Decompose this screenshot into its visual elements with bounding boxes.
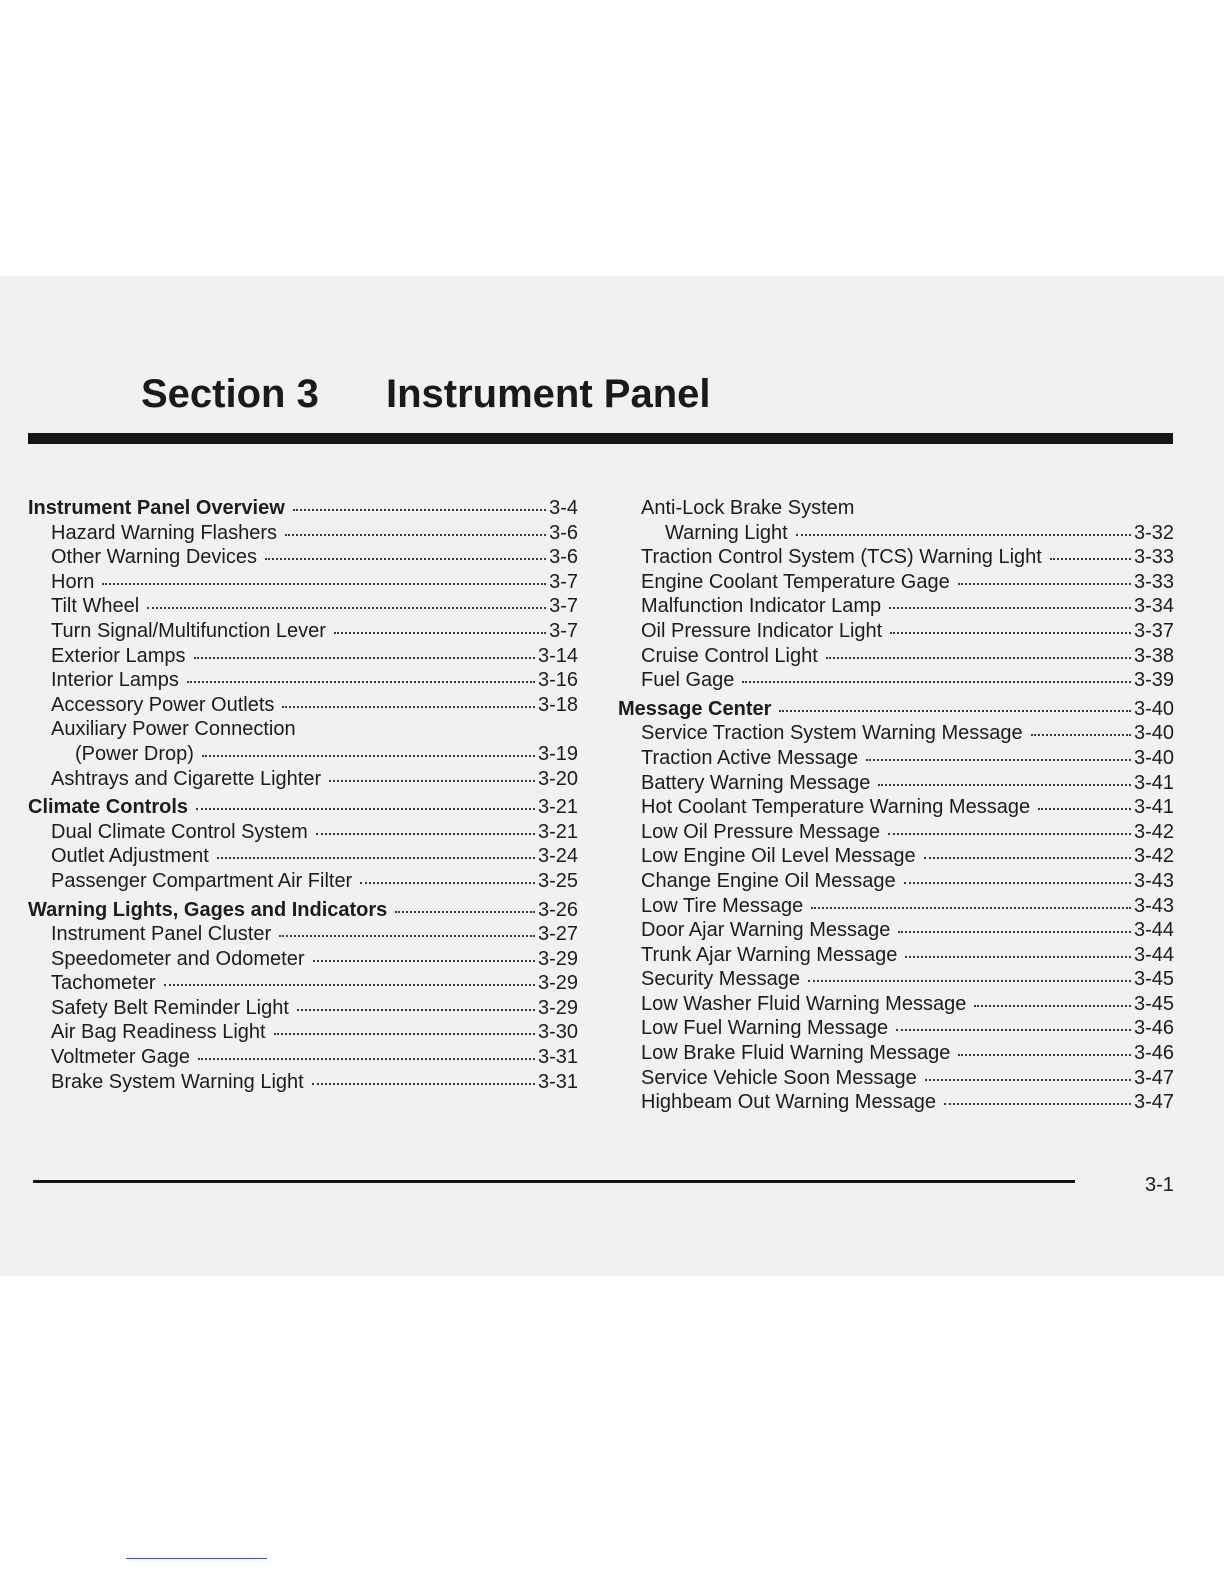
entry-label: Battery Warning Message [641, 771, 871, 794]
dot-leader [1038, 807, 1131, 810]
dot-leader [888, 832, 1131, 835]
page-ref: 3-30 [537, 1021, 578, 1044]
dot-leader [147, 606, 546, 609]
page-ref: 3-46 [1133, 1042, 1174, 1065]
toc-group [28, 795, 578, 893]
dot-leader [285, 533, 546, 536]
toc-entry[interactable] [28, 922, 578, 947]
entry-label: Low Tire Message [641, 894, 804, 917]
entry-label: Traction Control System (TCS) Warning Light [641, 546, 1042, 569]
dot-leader [187, 680, 535, 683]
page-ref: 3-4 [549, 497, 578, 519]
page-ref: 3-40 [1133, 722, 1174, 745]
dot-leader [866, 758, 1131, 761]
entry-label: Tilt Wheel [51, 595, 140, 618]
toc-entry[interactable] [618, 918, 1174, 943]
page-ref: 3-6 [549, 521, 578, 544]
entry-label: Instrument Panel Cluster [51, 923, 272, 946]
page-ref: 3-42 [1133, 845, 1174, 868]
page-ref: 3-25 [537, 869, 578, 892]
entry-label: Auxiliary Power Connection [51, 718, 296, 741]
toc-right-column [618, 496, 1174, 1115]
entry-label: Outlet Adjustment [51, 845, 209, 868]
page-ref: 3-20 [537, 767, 578, 790]
entry-label: Voltmeter Gage [51, 1046, 190, 1069]
toc-entry[interactable] [618, 619, 1174, 644]
toc-entry[interactable] [618, 869, 1174, 894]
page-ref: 3-29 [537, 947, 578, 970]
toc-heading[interactable] [618, 697, 1174, 722]
toc-entry[interactable] [618, 721, 1174, 746]
page-ref: 3-47 [1133, 1091, 1174, 1114]
dot-leader [282, 705, 535, 708]
page-ref: 3-21 [537, 796, 578, 819]
dot-leader [102, 582, 546, 585]
entry-label: Low Washer Fluid Warning Message [641, 992, 967, 1015]
entry-label: Low Fuel Warning Message [641, 1017, 889, 1040]
entry-label-continuation: Warning Light [665, 521, 788, 544]
toc-left-column [28, 496, 578, 1094]
toc-entry[interactable] [28, 619, 578, 644]
dot-leader [905, 955, 1131, 958]
dot-leader [826, 656, 1131, 659]
page-ref: 3-7 [549, 595, 578, 618]
toc-entry[interactable] [28, 1020, 578, 1045]
section-title: Instrument Panel [386, 372, 711, 416]
page-ref: 3-14 [537, 644, 578, 667]
toc-entry[interactable] [618, 570, 1174, 595]
entry-label: Warning Lights, Gages and Indicators [28, 898, 388, 921]
page-ref: 3-44 [1133, 919, 1174, 942]
page-ref: 3-34 [1133, 595, 1174, 618]
entry-label: Safety Belt Reminder Light [51, 996, 289, 1019]
toc-entry[interactable] [28, 869, 578, 894]
entry-label: Low Brake Fluid Warning Message [641, 1042, 951, 1065]
dot-leader [811, 906, 1131, 909]
toc-entry[interactable] [28, 693, 578, 718]
dot-leader [196, 807, 535, 810]
toc-heading[interactable] [28, 496, 578, 521]
toc-entry[interactable] [28, 570, 578, 595]
page-ref: 3-42 [1133, 820, 1174, 843]
entry-label: Brake System Warning Light [51, 1070, 304, 1093]
page-ref: 3-40 [1133, 746, 1174, 769]
toc-entry[interactable] [618, 1041, 1174, 1066]
dot-leader [890, 631, 1131, 634]
entry-label: Turn Signal/Multifunction Lever [51, 619, 326, 642]
toc-entry[interactable] [28, 521, 578, 546]
entry-label: Anti-Lock Brake System [641, 497, 855, 519]
entry-label: Climate Controls [28, 796, 189, 819]
entry-label: Trunk Ajar Warning Message [641, 943, 898, 966]
dot-leader [1050, 557, 1131, 560]
section-heading [141, 372, 711, 417]
page-ref: 3-43 [1133, 869, 1174, 892]
dot-leader [297, 1008, 535, 1011]
page-ref: 3-44 [1133, 943, 1174, 966]
toc-entry[interactable] [28, 668, 578, 693]
dot-leader [265, 557, 546, 560]
dot-leader [742, 680, 1131, 683]
toc-entry[interactable] [28, 996, 578, 1021]
entry-label: Security Message [641, 968, 800, 991]
page-ref: 3-46 [1133, 1017, 1174, 1040]
toc-entry[interactable] [28, 820, 578, 845]
entry-label: Service Vehicle Soon Message [641, 1066, 917, 1089]
dot-leader [316, 832, 535, 835]
entry-label: Door Ajar Warning Message [641, 919, 891, 942]
page-ref: 3-18 [537, 693, 578, 716]
dot-leader [889, 606, 1131, 609]
page-ref: 3-33 [1133, 546, 1174, 569]
page-ref: 3-38 [1133, 644, 1174, 667]
entry-label: Passenger Compartment Air Filter [51, 869, 353, 892]
entry-label: Hazard Warning Flashers [51, 521, 278, 544]
dot-leader [334, 631, 546, 634]
entry-label: Instrument Panel Overview [28, 497, 285, 519]
toc-entry[interactable] [618, 820, 1174, 845]
toc-heading[interactable] [28, 795, 578, 820]
entry-label: Tachometer [51, 972, 156, 995]
entry-label: Ashtrays and Cigarette Lighter [51, 767, 322, 790]
page-ref: 3-19 [537, 742, 578, 765]
toc-entry[interactable] [28, 644, 578, 669]
dot-leader [293, 508, 546, 511]
toc-entry[interactable] [618, 844, 1174, 869]
page-ref: 3-29 [537, 972, 578, 995]
page-ref: 3-39 [1133, 669, 1174, 692]
page-ref: 3-45 [1133, 992, 1174, 1015]
page-ref: 3-26 [537, 898, 578, 921]
entry-label: Accessory Power Outlets [51, 693, 275, 716]
page-ref: 3-7 [549, 570, 578, 593]
toc-entry[interactable] [618, 496, 1174, 521]
page-ref: 3-41 [1133, 796, 1174, 819]
entry-label: Air Bag Readiness Light [51, 1021, 266, 1044]
page-ref: 3-16 [537, 669, 578, 692]
dot-leader [313, 959, 535, 962]
entry-label: Service Traction System Warning Message [641, 722, 1023, 745]
dot-leader [925, 1078, 1131, 1081]
entry-label: Traction Active Message [641, 746, 859, 769]
page-ref: 3-43 [1133, 894, 1174, 917]
dot-leader [360, 881, 535, 884]
entry-label: Exterior Lamps [51, 644, 186, 667]
toc-entry[interactable] [618, 594, 1174, 619]
toc-entry[interactable] [618, 771, 1174, 796]
toc-entry-continuation[interactable] [28, 742, 578, 767]
dot-leader [958, 582, 1131, 585]
toc-entry[interactable] [28, 1070, 578, 1095]
toc-entry-continuation[interactable] [618, 521, 1174, 546]
dot-leader [924, 856, 1131, 859]
page-ref: 3-37 [1133, 619, 1174, 642]
toc-entry[interactable] [618, 644, 1174, 669]
page-ref: 3-47 [1133, 1066, 1174, 1089]
toc-entry[interactable] [618, 943, 1174, 968]
page-ref: 3-31 [537, 1046, 578, 1069]
toc-entry[interactable] [28, 594, 578, 619]
dot-leader [164, 983, 535, 986]
dot-leader [312, 1082, 535, 1085]
dot-leader [796, 533, 1131, 536]
page-ref: 3-33 [1133, 570, 1174, 593]
toc-entry[interactable] [618, 1016, 1174, 1041]
dot-leader [217, 856, 535, 859]
toc-entry[interactable] [28, 947, 578, 972]
entry-label: Horn [51, 570, 95, 593]
toc-entry[interactable] [618, 668, 1174, 693]
page-ref: 3-27 [537, 923, 578, 946]
entry-label: Cruise Control Light [641, 644, 818, 667]
entry-label: Highbeam Out Warning Message [641, 1091, 936, 1114]
toc-entry[interactable] [618, 992, 1174, 1017]
page-ref: 3-29 [537, 996, 578, 1019]
entry-label: Change Engine Oil Message [641, 869, 896, 892]
dot-leader [194, 656, 535, 659]
dot-leader [878, 783, 1131, 786]
dot-leader [958, 1053, 1131, 1056]
toc-entry[interactable] [28, 844, 578, 869]
entry-label: Speedometer and Odometer [51, 947, 305, 970]
page-ref: 3-31 [537, 1070, 578, 1093]
toc-group [28, 898, 578, 1095]
toc-entry[interactable] [28, 971, 578, 996]
toc-entry[interactable] [618, 746, 1174, 771]
entry-label: Message Center [618, 697, 772, 720]
dot-leader [279, 934, 535, 937]
toc-group [28, 496, 578, 791]
page-ref: 3-6 [549, 546, 578, 569]
entry-label: Other Warning Devices [51, 546, 257, 569]
dot-leader [904, 881, 1131, 884]
footer-rule [33, 1180, 1075, 1183]
toc-entry[interactable] [28, 1045, 578, 1070]
header-rule [28, 433, 1173, 444]
entry-label: Malfunction Indicator Lamp [641, 595, 882, 618]
page-ref: 3-41 [1133, 771, 1174, 794]
toc-entry[interactable] [618, 795, 1174, 820]
toc-entry[interactable] [618, 894, 1174, 919]
link-underline [126, 1558, 267, 1559]
dot-leader [198, 1057, 535, 1060]
dot-leader [779, 709, 1131, 712]
entry-label: Oil Pressure Indicator Light [641, 619, 883, 642]
page-number: 3-1 [1145, 1174, 1174, 1196]
dot-leader [898, 930, 1131, 933]
entry-label: Fuel Gage [641, 669, 735, 692]
entry-label: Hot Coolant Temperature Warning Message [641, 796, 1031, 819]
dot-leader [896, 1028, 1131, 1031]
dot-leader [274, 1032, 535, 1035]
entry-label: Dual Climate Control System [51, 820, 308, 843]
toc-entry[interactable] [28, 717, 578, 742]
page-ref: 3-21 [537, 820, 578, 843]
dot-leader [395, 910, 535, 913]
entry-label-continuation: (Power Drop) [75, 742, 194, 765]
entry-label: Interior Lamps [51, 669, 179, 692]
toc-group [618, 697, 1174, 1115]
page-ref: 3-45 [1133, 968, 1174, 991]
entry-label: Low Oil Pressure Message [641, 820, 880, 843]
page-ref: 3-40 [1133, 697, 1174, 720]
toc-entry[interactable] [28, 767, 578, 792]
toc-group [618, 496, 1174, 693]
page-ref: 3-7 [549, 619, 578, 642]
dot-leader [202, 754, 535, 757]
entry-label: Low Engine Oil Level Message [641, 845, 916, 868]
dot-leader [1031, 733, 1131, 736]
section-label: Section 3 [141, 372, 319, 416]
dot-leader [974, 1004, 1131, 1007]
toc-entry[interactable] [618, 545, 1174, 570]
dot-leader [808, 979, 1131, 982]
toc-entry[interactable] [618, 1066, 1174, 1091]
entry-label: Engine Coolant Temperature Gage [641, 570, 950, 593]
page-ref: 3-32 [1133, 521, 1174, 544]
page-ref: 3-24 [537, 845, 578, 868]
toc-entry[interactable] [618, 967, 1174, 992]
dot-leader [944, 1102, 1131, 1105]
toc-entry[interactable] [28, 545, 578, 570]
toc-heading[interactable] [28, 898, 578, 923]
dot-leader [329, 779, 535, 782]
toc-entry[interactable] [618, 1090, 1174, 1115]
